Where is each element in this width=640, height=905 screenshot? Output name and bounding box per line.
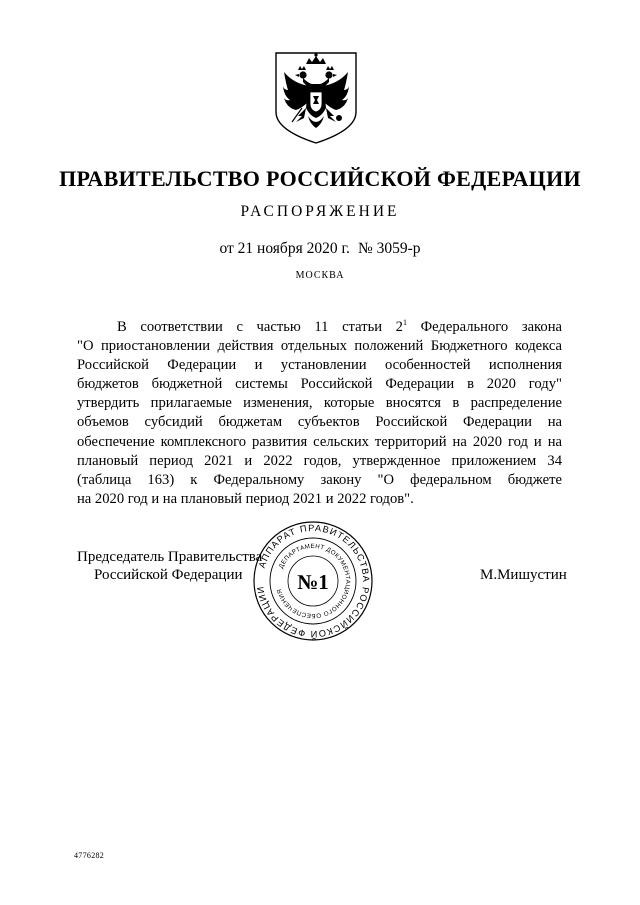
body-line-7: обеспечение комплексного развития сельских территорий на 2020 год и на <box>77 433 562 450</box>
official-seal-icon <box>252 520 374 642</box>
signatory-name: М.Мишустин <box>480 567 567 583</box>
document-type: РАСПОРЯЖЕНИЕ <box>240 203 400 220</box>
body-line-1: В соответствии с частью 11 статьи $2^1$ Федерального закона <box>117 318 562 335</box>
body-line-3: Российской Федерации и установлении особенностей исполнения <box>77 357 562 374</box>
document-code: 4776282 <box>74 851 105 860</box>
body-line-8: плановый период 2021 и 2022 годов, утвержденное приложением 34 <box>77 452 562 469</box>
document-city: МОСКВА <box>295 270 345 281</box>
svg-text:ДЕПАРТАМЕНТ ДОКУМЕНТАЦИОННОГО: ДЕПАРТАМЕНТ ДОКУМЕНТАЦИОННОГО ОБЕСПЕЧЕНИЯ <box>275 542 352 620</box>
body-line-5: утвердить прилагаемые изменения, которые вносятся в распределение <box>77 395 562 412</box>
signatory-position <box>77 548 262 584</box>
signatory-position-line2: Российской Федерации <box>94 567 243 583</box>
seal-number: №1 <box>297 570 329 594</box>
svg-text:АППАРАТ ПРАВИТЕЛЬСТВА РОССИЙСК: АППАРАТ ПРАВИТЕЛЬСТВА РОССИЙСКОЙ ФЕДЕРАЦИИ <box>255 522 372 640</box>
document-number: № 3059-р <box>357 240 421 257</box>
document-date: от 21 ноября 2020 г. <box>219 240 350 257</box>
body-line-9: (таблица 163) к Федеральному закону "О федеральном бюджете <box>77 471 562 488</box>
government-title: ПРАВИТЕЛЬСТВО РОССИЙСКОЙ ФЕДЕРАЦИИ <box>59 166 581 191</box>
coat-of-arms-icon <box>272 50 360 145</box>
footnote-superscript: 1 <box>402 318 407 328</box>
document-date-line <box>0 240 640 258</box>
signatory-position-line1: Председатель Правительства <box>77 549 263 565</box>
body-paragraph <box>77 318 562 509</box>
body-line-4: бюджетов бюджетной системы Российской Федерации в 2020 году" <box>77 376 562 393</box>
body-line-2: "О приостановлении действия отдельных положений Бюджетного кодекса <box>77 338 562 355</box>
body-line-10: на 2020 год и на плановый период 2021 и 2022 годов". <box>77 490 414 507</box>
body-line-6: объемов субсидий бюджетам субъектов Российской Федерации на <box>77 414 562 431</box>
